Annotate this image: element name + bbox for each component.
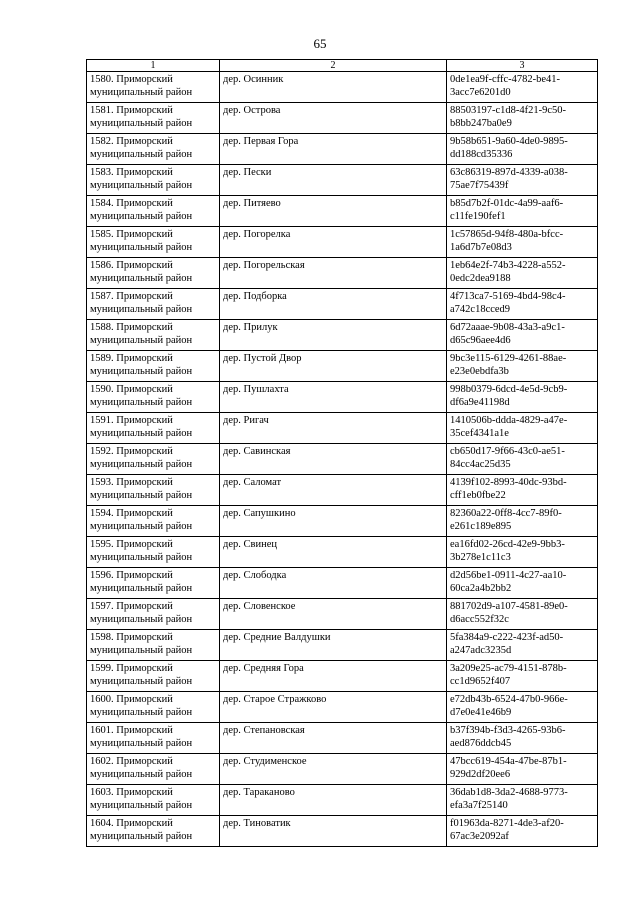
settlement-cell: дер. Острова	[220, 103, 447, 134]
guid-cell: 9b58b651-9a60-4de0-9895-dd188cd35336	[447, 134, 598, 165]
settlement-cell: дер. Погорелка	[220, 227, 447, 258]
guid-cell: 6d72aaae-9b08-43a3-a9c1-d65c96aee4d6	[447, 320, 598, 351]
table-row	[87, 816, 598, 847]
settlement-cell: дер. Средняя Гора	[220, 661, 447, 692]
settlement-cell: дер. Пески	[220, 165, 447, 196]
guid-cell: 88503197-c1d8-4f21-9c50-b8bb247ba0e9	[447, 103, 598, 134]
settlement-cell: дер. Слободка	[220, 568, 447, 599]
guid-cell: e72db43b-6524-47b0-966e-d7e0e41e46b9	[447, 692, 598, 723]
guid-cell: b85d7b2f-01dc-4a99-aaf6-c11fe190fef1	[447, 196, 598, 227]
table-row	[87, 320, 598, 351]
table-row	[87, 723, 598, 754]
settlement-cell: дер. Степановская	[220, 723, 447, 754]
settlement-cell: дер. Осинник	[220, 72, 447, 103]
guid-cell: d2d56be1-0911-4c27-aa10-60ca2a4b2bb2	[447, 568, 598, 599]
settlement-cell: дер. Саломат	[220, 475, 447, 506]
settlement-cell: дер. Старое Стражково	[220, 692, 447, 723]
settlement-cell: дер. Студименское	[220, 754, 447, 785]
column-header-1: 1	[87, 60, 220, 72]
guid-cell: cb650d17-9f66-43c0-ae51-84cc4ac25d35	[447, 444, 598, 475]
district-cell: 1591. Приморский муниципальный район	[87, 413, 220, 444]
table-row	[87, 754, 598, 785]
settlement-cell: дер. Погорельская	[220, 258, 447, 289]
table-row	[87, 537, 598, 568]
settlement-cell: дер. Прилук	[220, 320, 447, 351]
guid-cell: 9bc3e115-6129-4261-88ae-e23e0ebdfa3b	[447, 351, 598, 382]
district-cell: 1580. Приморский муниципальный район	[87, 72, 220, 103]
guid-cell: 998b0379-6dcd-4e5d-9cb9-df6a9e41198d	[447, 382, 598, 413]
table-row	[87, 444, 598, 475]
district-cell: 1603. Приморский муниципальный район	[87, 785, 220, 816]
table-row	[87, 72, 598, 103]
district-cell: 1587. Приморский муниципальный район	[87, 289, 220, 320]
settlement-cell: дер. Пустой Двор	[220, 351, 447, 382]
guid-cell: 5fa384a9-c222-423f-ad50-a247adc3235d	[447, 630, 598, 661]
table-row	[87, 661, 598, 692]
guid-cell: b37f394b-f3d3-4265-93b6-aed876ddcb45	[447, 723, 598, 754]
table-row	[87, 165, 598, 196]
district-cell: 1588. Приморский муниципальный район	[87, 320, 220, 351]
table-row	[87, 258, 598, 289]
guid-cell: 881702d9-a107-4581-89e0-d6acc552f32c	[447, 599, 598, 630]
settlement-cell: дер. Савинская	[220, 444, 447, 475]
district-cell: 1584. Приморский муниципальный район	[87, 196, 220, 227]
district-cell: 1593. Приморский муниципальный район	[87, 475, 220, 506]
district-cell: 1595. Приморский муниципальный район	[87, 537, 220, 568]
guid-cell: 1410506b-ddda-4829-a47e-35cef4341a1e	[447, 413, 598, 444]
district-cell: 1583. Приморский муниципальный район	[87, 165, 220, 196]
settlement-cell: дер. Пушлахта	[220, 382, 447, 413]
district-cell: 1601. Приморский муниципальный район	[87, 723, 220, 754]
settlement-cell: дер. Средние Валдушки	[220, 630, 447, 661]
table-row	[87, 475, 598, 506]
table-row	[87, 289, 598, 320]
guid-cell: 3a209e25-ac79-4151-878b-cc1d9652f407	[447, 661, 598, 692]
table-row	[87, 413, 598, 444]
settlement-cell: дер. Первая Гора	[220, 134, 447, 165]
district-cell: 1598. Приморский муниципальный район	[87, 630, 220, 661]
guid-cell: 82360a22-0ff8-4cc7-89f0-e261c189e895	[447, 506, 598, 537]
district-cell: 1590. Приморский муниципальный район	[87, 382, 220, 413]
column-header-2: 2	[220, 60, 447, 72]
settlement-cell: дер. Словенское	[220, 599, 447, 630]
table-row	[87, 568, 598, 599]
settlement-cell: дер. Тиноватик	[220, 816, 447, 847]
table-row	[87, 382, 598, 413]
column-header-3: 3	[447, 60, 598, 72]
settlement-cell: дер. Ригач	[220, 413, 447, 444]
table-row	[87, 692, 598, 723]
district-cell: 1597. Приморский муниципальный район	[87, 599, 220, 630]
district-cell: 1600. Приморский муниципальный район	[87, 692, 220, 723]
district-cell: 1594. Приморский муниципальный район	[87, 506, 220, 537]
guid-cell: 47bcc619-454a-47be-87b1-929d2df20ee6	[447, 754, 598, 785]
settlements-table	[86, 59, 598, 847]
settlement-cell: дер. Свинец	[220, 537, 447, 568]
table-row	[87, 630, 598, 661]
table-row	[87, 103, 598, 134]
table-row	[87, 506, 598, 537]
page-number: 65	[313, 36, 327, 51]
guid-cell: 1c57865d-94f8-480a-bfcc-1a6d7b7e08d3	[447, 227, 598, 258]
district-cell: 1599. Приморский муниципальный район	[87, 661, 220, 692]
table-header-row	[87, 60, 598, 72]
district-cell: 1581. Приморский муниципальный район	[87, 103, 220, 134]
guid-cell: 4f713ca7-5169-4bd4-98c4-a742c18cced9	[447, 289, 598, 320]
guid-cell: 36dab1d8-3da2-4688-9773-efa3a7f25140	[447, 785, 598, 816]
table-row	[87, 351, 598, 382]
district-cell: 1582. Приморский муниципальный район	[87, 134, 220, 165]
district-cell: 1602. Приморский муниципальный район	[87, 754, 220, 785]
district-cell: 1589. Приморский муниципальный район	[87, 351, 220, 382]
table-row	[87, 785, 598, 816]
settlement-cell: дер. Сапушкино	[220, 506, 447, 537]
settlement-cell: дер. Тараканово	[220, 785, 447, 816]
table-row	[87, 599, 598, 630]
table-row	[87, 134, 598, 165]
guid-cell: 4139f102-8993-40dc-93bd-cff1eb0fbe22	[447, 475, 598, 506]
settlement-cell: дер. Питяево	[220, 196, 447, 227]
district-cell: 1596. Приморский муниципальный район	[87, 568, 220, 599]
settlement-cell: дер. Подборка	[220, 289, 447, 320]
district-cell: 1585. Приморский муниципальный район	[87, 227, 220, 258]
guid-cell: ea16fd02-26cd-42e9-9bb3-3b278e1c11c3	[447, 537, 598, 568]
district-cell: 1586. Приморский муниципальный район	[87, 258, 220, 289]
table-row	[87, 227, 598, 258]
district-cell: 1592. Приморский муниципальный район	[87, 444, 220, 475]
guid-cell: 63c86319-897d-4339-a038-75ae7f75439f	[447, 165, 598, 196]
guid-cell: f01963da-8271-4de3-af20-67ac3e2092af	[447, 816, 598, 847]
district-cell: 1604. Приморский муниципальный район	[87, 816, 220, 847]
guid-cell: 1eb64e2f-74b3-4228-a552-0edc2dea9188	[447, 258, 598, 289]
table-row	[87, 196, 598, 227]
guid-cell: 0de1ea9f-cffc-4782-be41-3acc7e6201d0	[447, 72, 598, 103]
